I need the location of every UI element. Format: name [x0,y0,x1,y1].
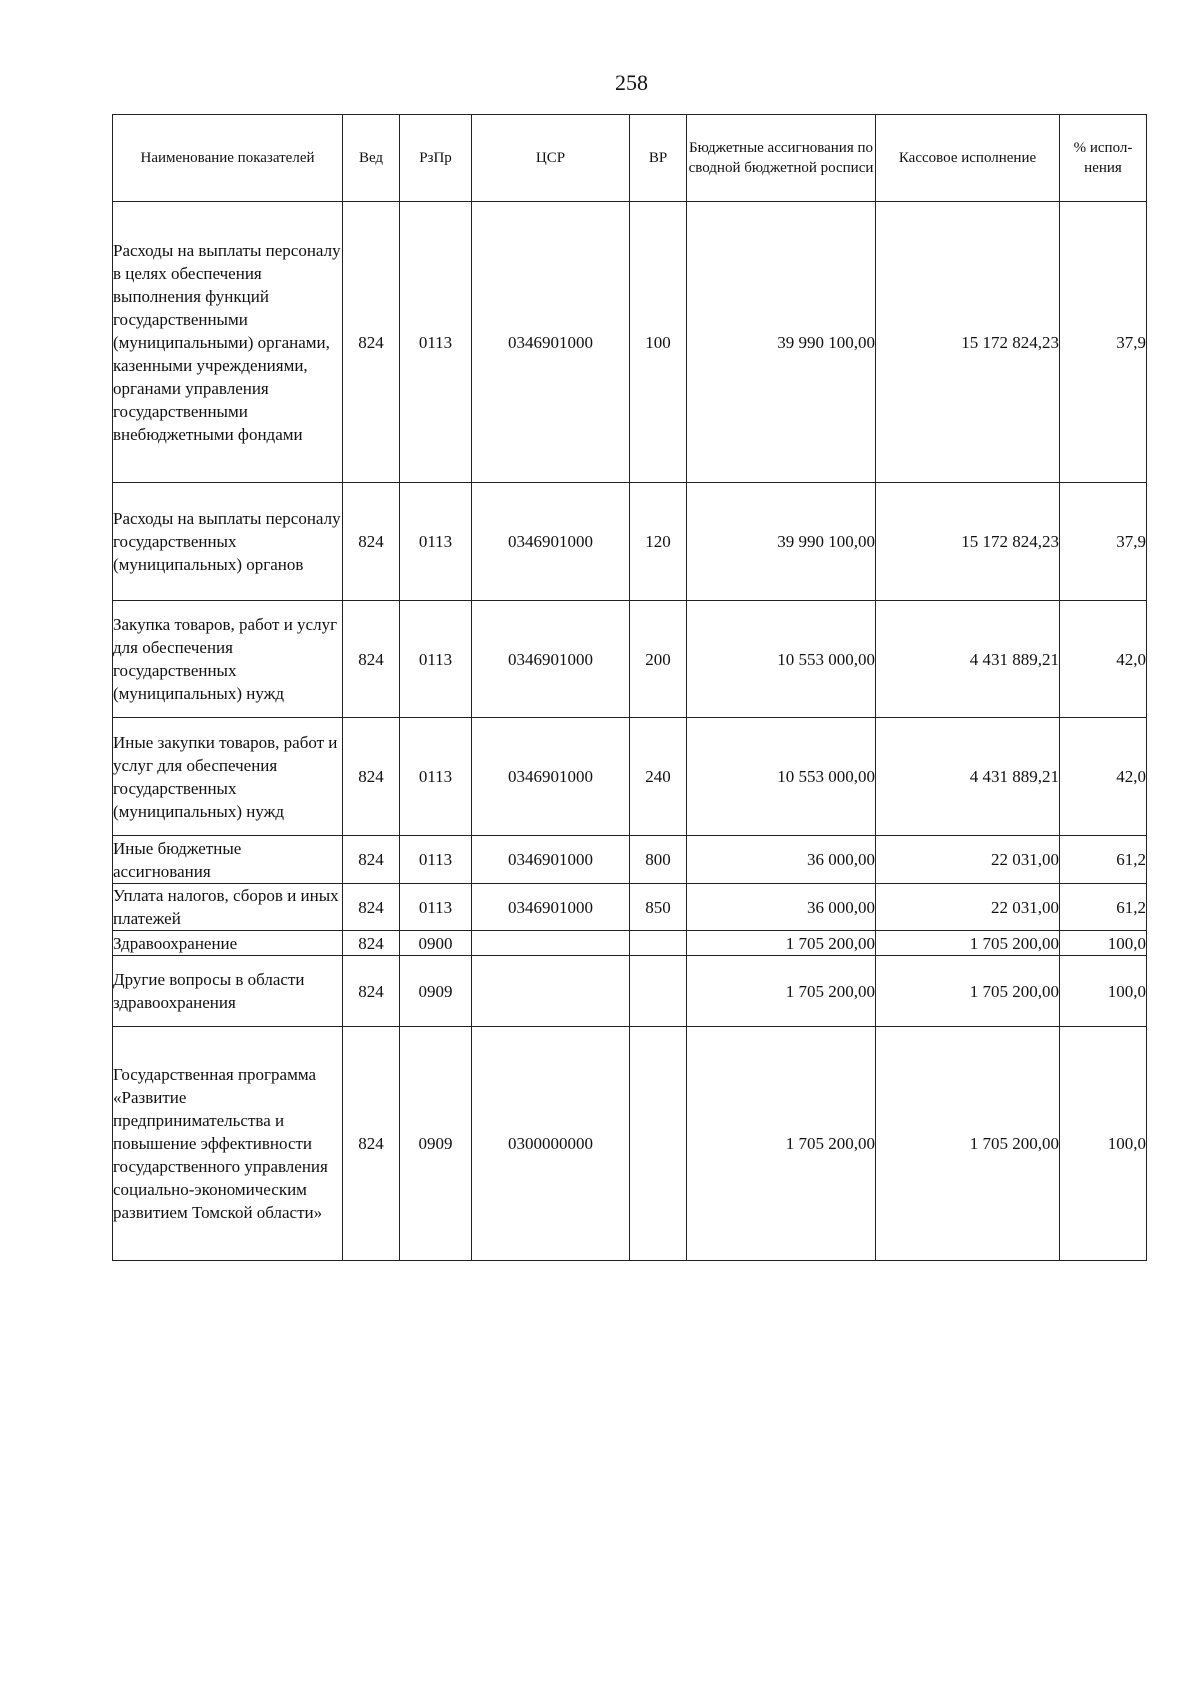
row-name: Уплата налогов, сборов и иных платежей [113,884,343,931]
table-row [113,836,1147,884]
row-name: Иные бюджетные ассигнования [113,836,343,884]
row-percent: 100,0 [1060,956,1147,1027]
row-ved: 824 [343,601,400,718]
row-vr: 200 [630,601,687,718]
row-csr: 0346901000 [472,884,630,931]
row-csr: 0300000000 [472,1027,630,1261]
row-percent: 42,0 [1060,718,1147,836]
row-rzpr: 0113 [400,202,472,483]
row-csr: 0346901000 [472,601,630,718]
header-vr: ВР [630,115,687,202]
row-csr: 0346901000 [472,718,630,836]
row-rzpr: 0909 [400,956,472,1027]
row-name: Закупка товаров, работ и услуг для обеспечения государственных (муниципальных) нужд [113,601,343,718]
row-csr [472,931,630,956]
row-name: Расходы на выплаты персоналу в целях обеспечения выполнения функций государственными (муниципальными) органами, казенными учреждениями, органами управления государственными внебюджетными фондами [113,202,343,483]
row-budget: 1 705 200,00 [687,931,876,956]
row-budget: 1 705 200,00 [687,1027,876,1261]
row-name: Расходы на выплаты персоналу государственных (муниципальных) органов [113,483,343,601]
header-csr: ЦСР [472,115,630,202]
row-cash: 1 705 200,00 [876,931,1060,956]
row-percent: 37,9 [1060,202,1147,483]
row-percent: 42,0 [1060,601,1147,718]
row-rzpr: 0900 [400,931,472,956]
row-cash: 4 431 889,21 [876,718,1060,836]
row-vr: 240 [630,718,687,836]
row-ved: 824 [343,931,400,956]
row-percent: 61,2 [1060,884,1147,931]
row-cash: 22 031,00 [876,884,1060,931]
row-vr: 800 [630,836,687,884]
row-ved: 824 [343,1027,400,1261]
table-row [113,483,1147,601]
row-budget: 36 000,00 [687,884,876,931]
row-rzpr: 0113 [400,483,472,601]
row-vr: 100 [630,202,687,483]
row-rzpr: 0113 [400,836,472,884]
row-rzpr: 0113 [400,884,472,931]
row-ved: 824 [343,483,400,601]
row-percent: 61,2 [1060,836,1147,884]
row-budget: 39 990 100,00 [687,202,876,483]
row-name: Государственная программа «Развитие предпринимательства и повышение эффективности государственного управления социально-экономическим развитием Томской области» [113,1027,343,1261]
row-ved: 824 [343,884,400,931]
row-name: Другие вопросы в области здравоохранения [113,956,343,1027]
header-budget: Бюджетные ассигнования по сводной бюджетной росписи [687,115,876,202]
header-rzpr: РзПр [400,115,472,202]
row-budget: 39 990 100,00 [687,483,876,601]
row-vr [630,1027,687,1261]
row-name: Иные закупки товаров, работ и услуг для обеспечения государственных (муниципальных) нужд [113,718,343,836]
row-vr [630,931,687,956]
row-vr: 120 [630,483,687,601]
header-cash: Кассовое исполнение [876,115,1060,202]
page-number: 258 [615,70,648,95]
row-cash: 15 172 824,23 [876,202,1060,483]
row-cash: 15 172 824,23 [876,483,1060,601]
row-ved: 824 [343,956,400,1027]
header-ved: Вед [343,115,400,202]
row-cash: 4 431 889,21 [876,601,1060,718]
budget-execution-table [112,114,1147,1261]
table-row [113,202,1147,483]
row-budget: 10 553 000,00 [687,601,876,718]
row-rzpr: 0909 [400,1027,472,1261]
row-rzpr: 0113 [400,601,472,718]
table-row [113,1027,1147,1261]
row-budget: 10 553 000,00 [687,718,876,836]
row-csr: 0346901000 [472,836,630,884]
row-vr [630,956,687,1027]
row-csr: 0346901000 [472,483,630,601]
table-row [113,884,1147,931]
row-csr [472,956,630,1027]
row-name: Здравоохранение [113,931,343,956]
row-percent: 100,0 [1060,1027,1147,1261]
row-ved: 824 [343,202,400,483]
table-row [113,931,1147,956]
row-cash: 22 031,00 [876,836,1060,884]
row-cash: 1 705 200,00 [876,956,1060,1027]
row-ved: 824 [343,836,400,884]
table-row [113,601,1147,718]
row-budget: 1 705 200,00 [687,956,876,1027]
table-row [113,956,1147,1027]
row-csr: 0346901000 [472,202,630,483]
row-rzpr: 0113 [400,718,472,836]
row-cash: 1 705 200,00 [876,1027,1060,1261]
row-percent: 37,9 [1060,483,1147,601]
row-vr: 850 [630,884,687,931]
header-name: Наименование показателей [113,115,343,202]
header-percent: % испол-нения [1060,115,1147,202]
row-percent: 100,0 [1060,931,1147,956]
table-row [113,718,1147,836]
row-budget: 36 000,00 [687,836,876,884]
row-ved: 824 [343,718,400,836]
table-header-row [113,115,1147,202]
